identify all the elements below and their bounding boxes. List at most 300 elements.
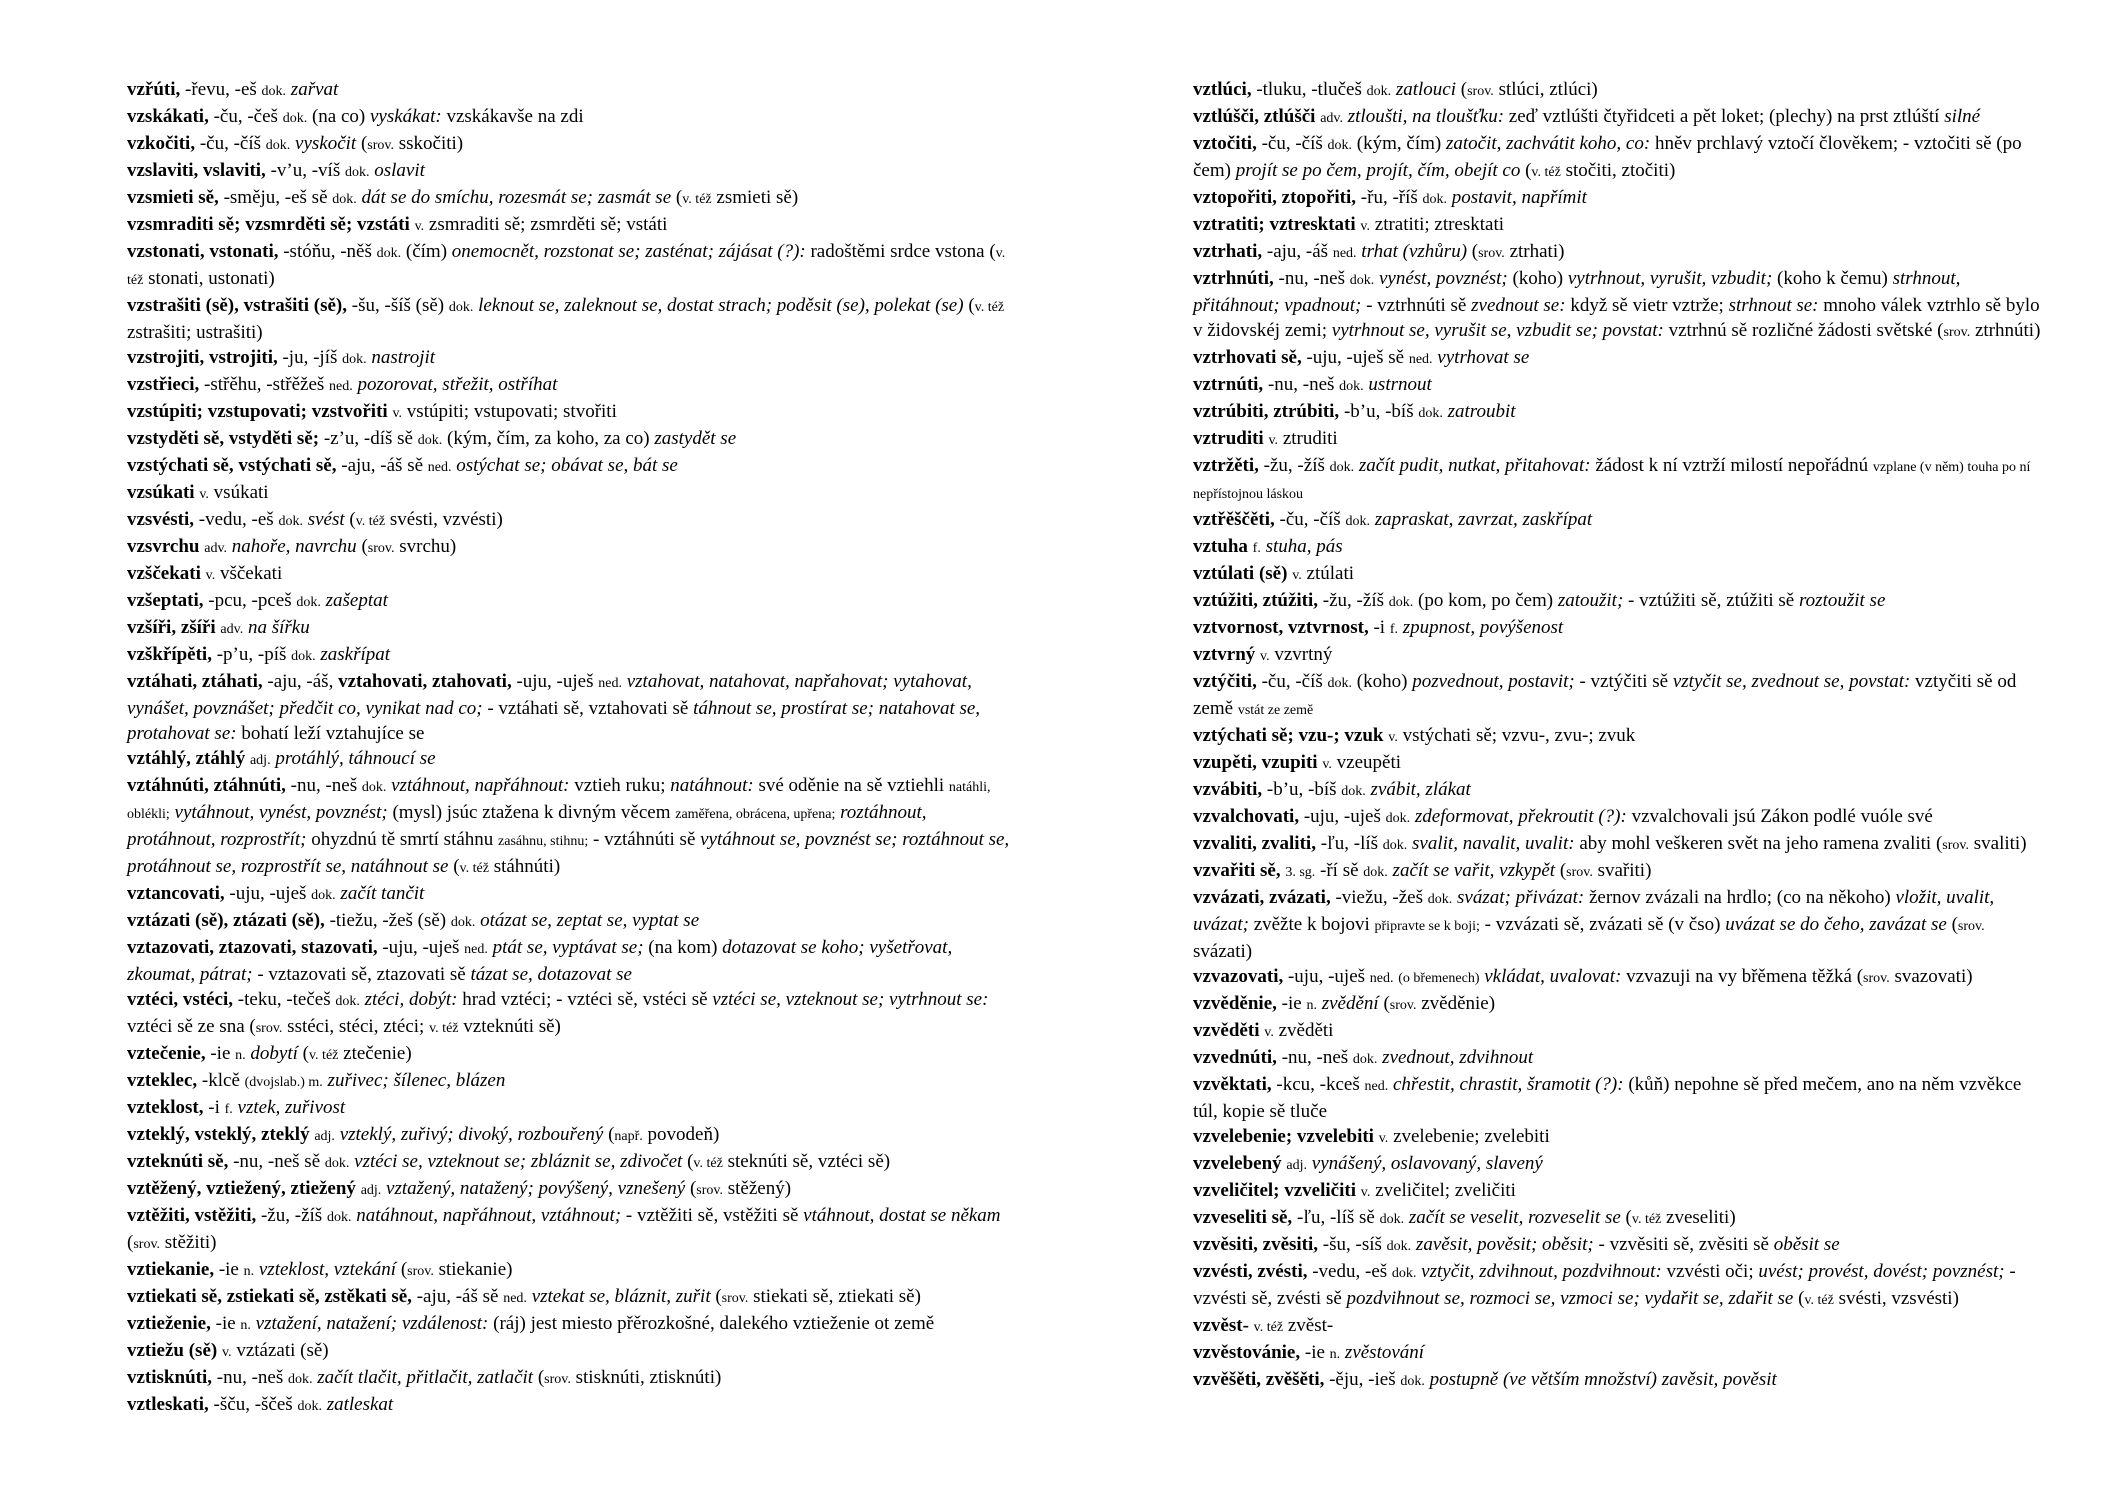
entry-text: (ráj) jest miesto přěrozkošné, dalekého vztieženie ot země — [488, 1313, 935, 1334]
entry-text: ( — [603, 1124, 615, 1145]
grammar-label: v. též — [429, 1021, 459, 1036]
entry-text: ( — [1520, 160, 1532, 181]
grammar-label: n. — [1329, 1347, 1341, 1362]
grammar-label: dok. — [344, 165, 370, 180]
entry-text: vzvésti oči; — [1661, 1261, 1759, 1282]
dictionary-entry — [1193, 1367, 2043, 1394]
definition: zvednout se: — [1471, 295, 1566, 316]
entry-text: - vztazovati sě, ztazovati sě — [252, 964, 471, 985]
entry-text: -i — [1368, 617, 1390, 638]
definition: vytáhnout, vynést, povznést; — [174, 802, 388, 823]
dictionary-entry — [127, 773, 1017, 881]
grammar-label: dok. — [1386, 1239, 1412, 1254]
dictionary-entry — [1193, 1313, 2043, 1340]
entry-text: aby mohl veškeren svět na jeho ramena zvaliti ( — [1574, 833, 1943, 854]
grammar-label: v. též — [1631, 1212, 1662, 1227]
headword: vztuha — [1193, 536, 1248, 557]
dictionary-entry — [1193, 1205, 2043, 1232]
entry-text: -ču, -číš — [1274, 509, 1346, 530]
dictionary-entry — [1193, 185, 2043, 212]
definition: začít se vařit, vzkypět — [1392, 860, 1556, 881]
entry-text: -nu, -neš — [212, 1367, 288, 1388]
entry-text: -žu, -žíš — [1318, 590, 1389, 611]
grammar-label: ned. — [598, 676, 622, 691]
dictionary-entry — [127, 1284, 1017, 1311]
grammar-label: dok. — [417, 433, 443, 448]
entry-text: ( — [533, 1367, 545, 1388]
entry-text: -nu, -neš — [1273, 268, 1350, 289]
dictionary-entry — [1193, 1259, 2043, 1313]
dictionary-entry — [127, 746, 1017, 773]
grammar-label: např. — [614, 1129, 643, 1144]
entry-text: -žu, -žíš — [256, 1205, 327, 1226]
grammar-label: ned. — [1364, 1079, 1389, 1094]
definition: vzteklost, vztekání — [258, 1259, 397, 1280]
entry-text: -ie — [214, 1259, 244, 1280]
dictionary-entry — [127, 372, 1017, 399]
headword: vztáhnúti, ztáhnúti, — [127, 775, 286, 796]
dictionary-entry — [1193, 885, 2043, 964]
headword: vzšeptati, — [127, 590, 204, 611]
definition: nastrojit — [371, 347, 436, 368]
entry-text: ( — [1467, 241, 1479, 262]
entry-text: -ču, -číš — [1256, 671, 1328, 692]
definition: vytáhnout se, povznést se; roztáhnout se, protáhnout se, rozprostřít se, natáhnout se — [127, 829, 1010, 877]
definition: vztek, zuřivost — [237, 1097, 346, 1118]
definition: uvést; provést, dovést; povznést; — [1758, 1261, 2005, 1282]
entry-text: -aju, -áš sě — [336, 455, 428, 476]
entry-text: -aju, -áš, — [262, 671, 339, 692]
grammar-label: v. — [1268, 433, 1279, 448]
entry-text: vztieh ruku; — [569, 775, 671, 796]
dictionary-entry — [127, 1041, 1017, 1068]
definition: zařvat — [290, 79, 339, 100]
headword: vzvázati, zvázati, — [1193, 887, 1331, 908]
entry-text: sskočiti) — [394, 133, 464, 154]
grammar-label: ned. — [1332, 246, 1357, 261]
dictionary-entry — [1193, 104, 2043, 131]
entry-text: -ie — [205, 1043, 236, 1064]
entry-text: -ču, -češ — [208, 106, 283, 127]
headword: vztiekanie, — [127, 1259, 215, 1280]
dictionary-entry — [1193, 858, 2043, 885]
definition: natáhnout: — [670, 775, 754, 796]
headword: vztopořiti, ztopořiti, — [1193, 187, 1357, 208]
dictionary-entry — [127, 1365, 1017, 1392]
definition: ustrnout — [1368, 374, 1432, 395]
dictionary-entry — [1193, 1340, 2043, 1367]
grammar-label: adv. — [1320, 111, 1343, 126]
headword: vzvábiti, — [1193, 779, 1263, 800]
headword: vzstřieci, — [127, 374, 200, 395]
headword: vztěžený, vztiežený, ztiežený — [127, 1178, 356, 1199]
entry-text: -šu, -síš — [1318, 1234, 1387, 1255]
grammar-label: dok. — [1352, 1052, 1378, 1067]
definition: roztoužit se — [1798, 590, 1886, 611]
grammar-label: dok. — [335, 994, 360, 1009]
headword: vzvelebenie; vzvelebiti — [1193, 1126, 1374, 1147]
dictionary-entry — [1193, 1072, 2043, 1124]
definition: strhnout se: — [1728, 295, 1819, 316]
entry-text: -z’u, -díš sě — [319, 428, 418, 449]
entry-text: bohatí leží vztahujíce se — [236, 723, 425, 744]
entry-text: vztyčiti sě od země — [1193, 671, 2017, 719]
grammar-label: srov. — [696, 1183, 723, 1198]
grammar-label: dok. — [296, 595, 321, 610]
grammar-label: adj. — [1286, 1158, 1308, 1173]
entry-text: - vzvěsiti sě, zvěsiti sě — [1593, 1234, 1774, 1255]
headword: vzveličitel; vzveličiti — [1193, 1180, 1356, 1201]
headword: vztazovati, ztazovati, stazovati, — [127, 937, 378, 958]
grammar-label: dok. — [326, 1210, 352, 1225]
grammar-label: dok. — [1349, 273, 1375, 288]
headword: vztržěti, — [1193, 455, 1259, 476]
grammar-label: srov. — [1942, 838, 1969, 853]
definition: vzteklý, zuřivý; divoký, rozbouřený — [339, 1124, 604, 1145]
definition: protáhlý, táhnoucí se — [275, 748, 436, 769]
entry-text: svařiti) — [1592, 860, 1652, 881]
dictionary-entry — [127, 1203, 1017, 1257]
entry-text: vzvrtný — [1269, 644, 1333, 665]
dictionary-entry — [127, 158, 1017, 185]
definition: dobytí — [250, 1043, 298, 1064]
dictionary-entry — [127, 239, 1017, 293]
entry-text: -nu, -neš — [1276, 1047, 1353, 1068]
dictionary-entry — [127, 669, 1017, 746]
entry-text: (na kom) — [643, 937, 723, 958]
headword: vzteklec, — [127, 1070, 198, 1091]
entry-text: ( — [1378, 993, 1390, 1014]
definition: vložit, uvalit, uvázat; — [1193, 887, 1995, 935]
dictionary-entry — [1193, 642, 2043, 669]
headword: vztlúšči, ztlúšči — [1193, 106, 1316, 127]
definition: roztáhnout, protáhnout, rozprostřít; — [127, 802, 927, 850]
entry-text: zeď vztlúšti čtyřidceti a pět loket; (plechy) na prst ztlúští — [1504, 106, 1945, 127]
dictionary-entry — [1193, 345, 2043, 372]
definition: začít pudit, nutkat, přitahovat: — [1358, 455, 1591, 476]
entry-text: stěžený) — [722, 1178, 792, 1199]
entry-text: ( — [1946, 914, 1958, 935]
definition: zpupnost, povýšenost — [1402, 617, 1564, 638]
dictionary-entry — [1193, 964, 2043, 991]
entry-text: stisknúti, ztisknúti) — [570, 1367, 722, 1388]
dictionary-entry — [127, 534, 1017, 561]
headword: vzstonati, vstonati, — [127, 241, 279, 262]
grammar-label: dok. — [448, 300, 474, 315]
entry-text: mnoho válek vztrhlo sě bylo v židovskéj zemi; — [1193, 295, 2040, 341]
headword: vzšíři, zšíři — [127, 617, 216, 638]
headword: vztrnúti, — [1193, 374, 1264, 395]
grammar-label: v. — [1388, 730, 1398, 745]
dictionary-entry — [127, 561, 1017, 588]
headword: vzvěděnie, — [1193, 993, 1277, 1014]
grammar-label: srov. — [367, 541, 395, 556]
entry-text: vstýchati sě; vzvu-, zvu-; zvuk — [1397, 725, 1636, 746]
definition: postupně (ve větším množství) zavěsit, pověsit — [1429, 1369, 1777, 1390]
headword: vzškřípěti, — [127, 644, 212, 665]
entry-text: -v’u, -víš — [265, 160, 345, 181]
entry-text: - vztáhati sě, vztahovati sě — [482, 698, 694, 719]
entry-text: -ľu, -líš — [1315, 833, 1383, 854]
headword: vzupěti, vzupiti — [1193, 752, 1318, 773]
definition: svést — [307, 509, 345, 530]
entry-text: vstúpiti; vstupovati; stvořiti — [402, 401, 617, 422]
definition: vytrhnout, vyrušit, vzbudit; — [1567, 268, 1773, 289]
definition: tázat se, dotazovat se — [470, 964, 632, 985]
definition: trhat (vzhůru) — [1361, 241, 1468, 262]
entry-text: svazovati) — [1889, 966, 1973, 987]
dictionary-entry — [1193, 534, 2043, 561]
dictionary-entry — [1193, 453, 2043, 507]
definition: uvázat se do čeho, zavázat se — [1725, 914, 1947, 935]
definition: zatleskat — [326, 1394, 394, 1415]
entry-text: - vztrhnúti sě — [1361, 295, 1472, 316]
entry-text: ( — [356, 133, 368, 154]
grammar-label: (o břemenech) — [1398, 971, 1480, 986]
grammar-label: srov. — [1389, 998, 1417, 1013]
grammar-label: dok. — [450, 915, 476, 930]
headword: vztrhovati sě, — [1193, 347, 1302, 368]
entry-text: stáhnúti) — [488, 856, 561, 877]
entry-text: ztrhati) — [1504, 241, 1565, 262]
grammar-label: v. — [1292, 568, 1302, 583]
entry-text: vzteknúti sě) — [458, 1016, 561, 1037]
dictionary-entry — [127, 453, 1017, 480]
definition: pozorovat, střežit, ostříhat — [357, 374, 558, 395]
grammar-label: adj. — [249, 753, 271, 768]
entry-text: ( — [671, 187, 683, 208]
grammar-label: v. též — [459, 861, 489, 876]
entry-text: -viežu, -žeš — [1330, 887, 1428, 908]
headword: vztřěščěti, — [1193, 509, 1275, 530]
definition: vztáhnout, napřáhnout: — [391, 775, 570, 796]
headword: vztrhati, — [1193, 241, 1263, 262]
definition: zašeptat — [325, 590, 388, 611]
definition: pozvednout, postavit; — [1412, 671, 1575, 692]
headword: vztvornost, vztvrnost, — [1193, 617, 1369, 638]
dictionary-entry — [1193, 507, 2043, 534]
definition: dát se do smíchu, rozesmát se; zasmát se — [361, 187, 672, 208]
grammar-label: v. — [1322, 757, 1332, 772]
grammar-label: ned. — [464, 942, 488, 957]
definition: oběsit se — [1773, 1234, 1840, 1255]
entry-text: -uju, -uješ — [1283, 966, 1370, 987]
definition: nahoře, navrchu — [231, 536, 357, 557]
grammar-label: dok. — [1329, 460, 1355, 475]
definition: oslavit — [374, 160, 425, 181]
entry-text: -ju, -jíš — [277, 347, 343, 368]
headword: vzvésti, zvésti, — [1193, 1261, 1308, 1282]
headword: vzvednúti, — [1193, 1047, 1277, 1068]
headword: vztúlati (sě) — [1193, 563, 1288, 584]
headword: vztisknúti, — [127, 1367, 212, 1388]
dictionary-entry — [127, 185, 1017, 212]
entry-text: ztúlati — [1301, 563, 1355, 584]
entry-text: vztázati (sě) — [231, 1340, 329, 1361]
grammar-label: dok. — [291, 649, 316, 664]
definition: onemocnět, rozstonat se; zasténat; zájásat (?): — [451, 241, 806, 262]
entry-text: -stóňu, -něš — [278, 241, 377, 262]
headword: vztáhlý, ztáhlý — [127, 748, 246, 769]
grammar-label: srov. — [407, 1264, 434, 1279]
dictionary-entry — [1193, 77, 2043, 104]
grammar-label: srov. — [1863, 971, 1890, 986]
grammar-label: v. — [221, 1345, 232, 1360]
definition: vyskočit — [295, 133, 357, 154]
entry-text: -aju, -áš — [1262, 241, 1333, 262]
entry-text: hrad vztéci; - vztéci sě, vstéci sě — [457, 989, 713, 1010]
grammar-label: (dvojslab.) m. — [244, 1075, 323, 1090]
grammar-label: dok. — [1385, 811, 1411, 826]
grammar-label: ned. — [427, 460, 452, 475]
headword: vzsmieti sě, — [127, 187, 219, 208]
entry-text: -vedu, -eš — [1307, 1261, 1392, 1282]
entry-text: ztečenie) — [338, 1043, 412, 1064]
entry-text: -klcě — [197, 1070, 245, 1091]
grammar-label: v. — [392, 406, 403, 421]
grammar-label: dok. — [1391, 1266, 1417, 1281]
grammar-label: adv. — [220, 622, 244, 637]
grammar-label: dok. — [278, 514, 303, 529]
entry-text: -směju, -eš sě — [218, 187, 333, 208]
headword: vzteklý, vsteklý, zteklý — [127, 1124, 310, 1145]
headword: vzvalchovati, — [1193, 806, 1300, 827]
entry-text: ( — [963, 295, 975, 316]
definition: zatlouci — [1395, 79, 1457, 100]
entry-text: když sě vietr vztrže; — [1565, 295, 1729, 316]
definition: vytrhnout se, vyrušit se, vzbudit se; povstat: — [1331, 320, 1664, 341]
entry-text: ztratiti; ztresktati — [1370, 214, 1505, 235]
dictionary-entry — [127, 293, 1017, 345]
entry-text: -nu, -neš — [1263, 374, 1340, 395]
entry-text: stočiti, ztočiti) — [1560, 160, 1676, 181]
entry-text: vzeupěti — [1331, 752, 1402, 773]
grammar-label: f. — [224, 1102, 233, 1117]
grammar-label: dok. — [1345, 514, 1370, 529]
gloss-note: vzplane (v něm) touha po ní nepřístojnou láskou — [1193, 460, 2031, 502]
definition: zastydět se — [654, 428, 737, 449]
entry-text: ( — [297, 1043, 309, 1064]
grammar-label: ned. — [1369, 971, 1394, 986]
entry-text: svésti, vzvésti) — [385, 509, 503, 530]
entry-text: svázati) — [1193, 941, 1253, 962]
entry-text: -ču, -číš — [1256, 133, 1328, 154]
entry-text: stěžiti) — [160, 1232, 217, 1253]
entry-text: - vztúžiti sě, ztúžiti sě — [1623, 590, 1799, 611]
entry-text: žádost k ní vztrží milostí nepořádnú — [1590, 455, 1873, 476]
entry-text: ( — [344, 509, 356, 530]
grammar-label: v. též — [693, 1156, 723, 1171]
headword: vzvaliti, zvaliti, — [1193, 833, 1316, 854]
grammar-label: dok. — [1422, 192, 1448, 207]
dictionary-entry — [1193, 1178, 2043, 1205]
grammar-label: dok. — [1379, 1212, 1405, 1227]
entry-text: stiekati sě, ztiekati sě) — [748, 1286, 921, 1307]
definition: silné — [1944, 106, 1981, 127]
dictionary-entry — [127, 1311, 1017, 1338]
entry-text: ( — [448, 856, 460, 877]
entry-text: stlúci, ztlúci) — [1493, 79, 1598, 100]
grammar-label: dok. — [332, 192, 357, 207]
dictionary-entry — [1193, 1232, 2043, 1259]
entry-text: -řevu, -eš — [180, 79, 262, 100]
entry-text: ( — [396, 1259, 408, 1280]
entry-text: - vzvázati sě, zvázati sě (v čso) — [1479, 914, 1726, 935]
dictionary-entry — [1193, 1018, 2043, 1045]
headword: vzteklost, — [127, 1097, 204, 1118]
dictionary-entry — [1193, 399, 2043, 426]
entry-text: zveličitel; zveličiti — [1370, 1180, 1516, 1201]
entry-text: steknúti sě, vztéci sě) — [722, 1151, 891, 1172]
definition: stuha, pás — [1265, 536, 1343, 557]
definition: vztyčit se, zvednout se, povstat: — [1672, 671, 1911, 692]
definition: vztekat se, bláznit, zuřit — [531, 1286, 711, 1307]
entry-text: -pcu, -pceš — [203, 590, 297, 611]
entry-text: ( — [682, 1151, 694, 1172]
headword: vzvařiti sě, — [1193, 860, 1281, 881]
grammar-label: srov. — [1467, 84, 1494, 99]
grammar-label: f. — [1252, 541, 1261, 556]
headword: vzščekati — [127, 563, 201, 584]
dictionary-entry — [1193, 1151, 2043, 1178]
entry-text: -tiežu, -žeš (sě) — [324, 910, 451, 931]
dictionary-entry — [1193, 239, 2043, 266]
grammar-label: v. též — [1804, 1293, 1834, 1308]
definition: začít tlačit, přitlačit, zatlačit — [317, 1367, 534, 1388]
grammar-label: srov. — [367, 138, 394, 153]
headword: vzstýchati sě, vstýchati sě, — [127, 455, 337, 476]
definition: dotazovat se koho; vyšetřovat, zkoumat, pátrat; — [127, 937, 953, 985]
headword: vzteknúti sě, — [127, 1151, 229, 1172]
entry-text: - vztáhnúti sě — [588, 829, 701, 850]
dictionary-entry — [1193, 804, 2043, 831]
dictionary-entry — [1193, 750, 2043, 777]
grammar-label: ned. — [503, 1291, 527, 1306]
definition: strhnout, přitáhnout; vpadnout; — [1193, 268, 1961, 316]
definition: vztahovat, natahovat, napřahovat; vytahovat, vynášet, povznášet; předčit co, vynikat nad co; — [127, 671, 972, 719]
headword: vzstrašiti (sě), vstrašiti (sě), — [127, 295, 348, 316]
entry-text: -uju, -uješ sě — [1301, 347, 1409, 368]
dictionary-entry — [1193, 1045, 2043, 1072]
entry-text: (po kom, po čem) — [1413, 590, 1558, 611]
entry-text: (kůň) nepohne sě před mečem, ano na něm vzvěkce túl, kopie sě tluče — [1193, 1074, 2022, 1122]
definition: otázat se, zeptat se, vyptat se — [480, 910, 700, 931]
grammar-label: dok. — [265, 138, 291, 153]
headword: vzstyděti sě, vstyděti sě; — [127, 428, 320, 449]
entry-text: zvelebenie; zvelebiti — [1388, 1126, 1550, 1147]
headword: vztázati (sě), ztázati (sě), — [127, 910, 325, 931]
dictionary-entry — [127, 642, 1017, 669]
definition: zvednout, zdvihnout — [1382, 1047, 1534, 1068]
definition: vztažení, natažení; vzdálenost: — [255, 1313, 489, 1334]
headword: vztočiti, — [1193, 133, 1257, 154]
dictionary-entry — [1193, 212, 2043, 239]
dictionary-entry — [127, 908, 1017, 935]
grammar-label: srov. — [1957, 919, 1985, 934]
entry-text: -ří sě — [1315, 860, 1364, 881]
definition: na šířku — [247, 617, 310, 638]
grammar-label: 3. sg. — [1285, 865, 1316, 880]
headword: vzsúkati — [127, 482, 195, 503]
headword: vztieženie, — [127, 1313, 211, 1334]
headword: vzveseliti sě, — [1193, 1207, 1293, 1228]
grammar-label: srov. — [133, 1237, 161, 1252]
definition: vytrhovat se — [1437, 347, 1530, 368]
headword: vztiekati sě, zstiekati sě, zstěkati sě, — [127, 1286, 412, 1307]
entry-text: -ěju, -ieš — [1324, 1369, 1401, 1390]
entry-text: -ču, -číš — [195, 133, 266, 154]
headword: vztrúbiti, ztrúbiti, — [1193, 401, 1340, 422]
